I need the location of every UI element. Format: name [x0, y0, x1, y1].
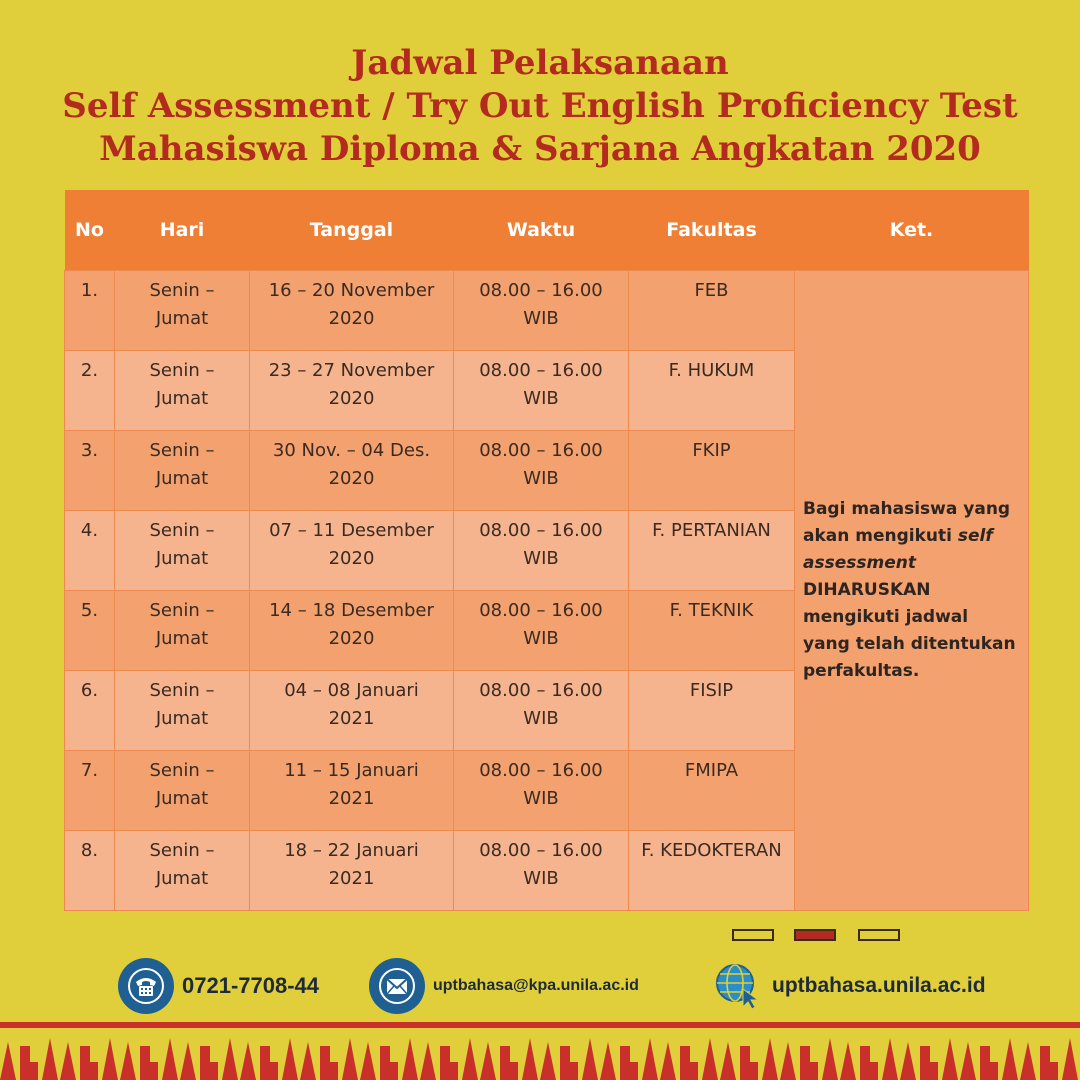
cell-hari-line-2: Jumat [155, 628, 209, 649]
decorative-tapis-pattern [0, 1022, 1080, 1080]
cell-hari [115, 591, 250, 671]
title-line-3: Mahasiswa Diploma & Sarjana Angkatan 2020 [99, 129, 981, 169]
cell-tanggal-line-1: 11 – 15 Januari [284, 760, 419, 781]
cell-tanggal-line-2: 2020 [328, 468, 375, 489]
cell-waktu [454, 431, 629, 511]
cell-tanggal-line-1: 23 – 27 November [268, 360, 435, 381]
cell-waktu-line-2: WIB [523, 548, 559, 569]
header-hari: Hari [115, 190, 250, 271]
cell-fakultas-line-1: F. PERTANIAN [652, 520, 771, 541]
cell-no-line-1: 4. [80, 520, 99, 541]
website-url[interactable]: uptbahasa.unila.ac.id [772, 974, 986, 997]
contact-phone [118, 958, 319, 1014]
cell-hari [115, 351, 250, 431]
header-no: No [65, 190, 115, 271]
cell-hari-line-1: Senin – [149, 680, 215, 701]
cell-hari [115, 831, 250, 911]
cell-hari-line-1: Senin – [149, 840, 215, 861]
cell-hari [115, 671, 250, 751]
cell-tanggal [250, 671, 454, 751]
cell-tanggal-line-2: 2021 [328, 868, 375, 889]
cell-hari-line-1: Senin – [149, 760, 215, 781]
cell-tanggal-line-1: 07 – 11 Desember [269, 520, 434, 541]
ket-text-1: Bagi mahasiswa yang akan mengikuti [803, 499, 1011, 546]
ket-text-italic: self assessment [803, 526, 993, 573]
cell-tanggal [250, 591, 454, 671]
cell-tanggal-line-2: 2020 [328, 628, 375, 649]
cell-waktu [454, 591, 629, 671]
cell-hari [115, 751, 250, 831]
cell-no [65, 831, 115, 911]
cell-waktu-line-2: WIB [523, 788, 559, 809]
cell-hari [115, 271, 250, 351]
cell-waktu-line-2: WIB [523, 308, 559, 329]
cell-waktu-line-1: 08.00 – 16.00 [479, 680, 603, 701]
cell-hari-line-1: Senin – [149, 600, 215, 621]
cell-waktu-line-2: WIB [523, 628, 559, 649]
cell-waktu [454, 271, 629, 351]
cell-fakultas [629, 271, 795, 351]
phone-number: 0721-7708-44 [182, 973, 320, 998]
cell-no-line-1: 1. [80, 280, 99, 301]
cell-no [65, 511, 115, 591]
cell-hari [115, 511, 250, 591]
cell-fakultas-line-1: FEB [694, 280, 729, 301]
cell-fakultas [629, 591, 795, 671]
cell-no-line-1: 8. [80, 840, 99, 861]
cell-fakultas-line-1: FKIP [692, 440, 731, 461]
cell-hari-line-1: Senin – [149, 360, 215, 381]
table-header-row [65, 190, 1029, 271]
cell-no [65, 431, 115, 511]
cell-tanggal-line-1: 18 – 22 Januari [284, 840, 419, 861]
cell-tanggal [250, 351, 454, 431]
title-line-2: Self Assessment / Try Out English Proficiency Test [62, 86, 1018, 126]
mail-icon [369, 958, 425, 1014]
cell-waktu [454, 671, 629, 751]
cell-hari-line-2: Jumat [155, 308, 209, 329]
cell-tanggal [250, 271, 454, 351]
contact-website [712, 958, 986, 1014]
cell-waktu-line-1: 08.00 – 16.00 [479, 840, 603, 861]
contact-email [369, 958, 639, 1014]
cell-waktu-line-2: WIB [523, 468, 559, 489]
cell-tanggal-line-2: 2021 [328, 788, 375, 809]
cell-fakultas-line-1: F. HUKUM [668, 360, 755, 381]
cell-hari-line-2: Jumat [155, 548, 209, 569]
cell-waktu [454, 751, 629, 831]
cell-fakultas [629, 831, 795, 911]
cell-waktu-line-2: WIB [523, 388, 559, 409]
cell-waktu-line-1: 08.00 – 16.00 [479, 360, 603, 381]
title-line-1: Jadwal Pelaksanaan [351, 43, 729, 83]
cell-fakultas [629, 431, 795, 511]
cell-waktu-line-2: WIB [523, 868, 559, 889]
cell-waktu-line-1: 08.00 – 16.00 [479, 520, 603, 541]
cell-waktu-line-1: 08.00 – 16.00 [479, 600, 603, 621]
phone-icon [118, 958, 174, 1014]
cell-hari-line-2: Jumat [155, 708, 209, 729]
cell-tanggal-line-2: 2020 [328, 548, 375, 569]
page-indicator-1[interactable] [732, 929, 774, 941]
cell-fakultas [629, 511, 795, 591]
cell-fakultas-line-1: FISIP [689, 680, 734, 701]
cell-tanggal-line-2: 2020 [328, 308, 375, 329]
cell-tanggal-line-2: 2021 [328, 708, 375, 729]
cell-hari-line-1: Senin – [149, 520, 215, 541]
cell-tanggal-line-2: 2020 [328, 388, 375, 409]
schedule-table-container [64, 190, 1028, 912]
cell-tanggal-line-1: 16 – 20 November [268, 280, 435, 301]
cell-fakultas-line-1: F. KEDOKTERAN [641, 840, 782, 861]
page-title [0, 42, 1080, 171]
globe-cursor-icon [712, 958, 764, 1014]
header-waktu: Waktu [454, 190, 629, 271]
email-address[interactable]: uptbahasa@kpa.unila.ac.id [433, 977, 639, 994]
cell-fakultas [629, 351, 795, 431]
cell-tanggal-line-1: 04 – 08 Januari [284, 680, 419, 701]
header-fakultas: Fakultas [629, 190, 795, 271]
cell-hari-line-2: Jumat [155, 868, 209, 889]
ket-text-2: DIHARUSKAN mengikuti jadwal yang telah ditentukan perfakultas. [803, 580, 1016, 681]
cell-no-line-1: 6. [80, 680, 99, 701]
cell-tanggal-line-1: 14 – 18 Desember [269, 600, 434, 621]
cell-tanggal [250, 431, 454, 511]
cell-no [65, 671, 115, 751]
cell-hari-line-1: Senin – [149, 440, 215, 461]
cell-no-line-1: 2. [80, 360, 99, 381]
header-ket: Ket. [795, 190, 1029, 271]
cell-hari-line-2: Jumat [155, 468, 209, 489]
table-row [65, 271, 1029, 351]
cell-waktu-line-1: 08.00 – 16.00 [479, 280, 603, 301]
cell-waktu-line-2: WIB [523, 708, 559, 729]
cell-ket-note [795, 271, 1029, 911]
cell-no [65, 271, 115, 351]
header-tanggal: Tanggal [250, 190, 454, 271]
cell-waktu-line-1: 08.00 – 16.00 [479, 760, 603, 781]
cell-fakultas-line-1: F. TEKNIK [669, 600, 754, 621]
cell-hari [115, 431, 250, 511]
cell-waktu-line-1: 08.00 – 16.00 [479, 440, 603, 461]
cell-hari-line-2: Jumat [155, 788, 209, 809]
cell-no-line-1: 5. [80, 600, 99, 621]
cell-tanggal-line-1: 30 Nov. – 04 Des. [272, 440, 431, 461]
cell-hari-line-1: Senin – [149, 280, 215, 301]
cell-no [65, 591, 115, 671]
cell-fakultas-line-1: FMIPA [684, 760, 739, 781]
page-indicator-2[interactable] [794, 929, 836, 941]
cell-tanggal [250, 831, 454, 911]
cell-tanggal [250, 751, 454, 831]
page-indicator-3[interactable] [858, 929, 900, 941]
cell-no-line-1: 7. [80, 760, 99, 781]
cell-fakultas [629, 751, 795, 831]
cell-tanggal [250, 511, 454, 591]
cell-no [65, 751, 115, 831]
cell-waktu [454, 831, 629, 911]
cell-waktu [454, 511, 629, 591]
cell-fakultas [629, 671, 795, 751]
schedule-table [64, 190, 1029, 911]
cell-hari-line-2: Jumat [155, 388, 209, 409]
cell-waktu [454, 351, 629, 431]
cell-no [65, 351, 115, 431]
cell-no-line-1: 3. [80, 440, 99, 461]
